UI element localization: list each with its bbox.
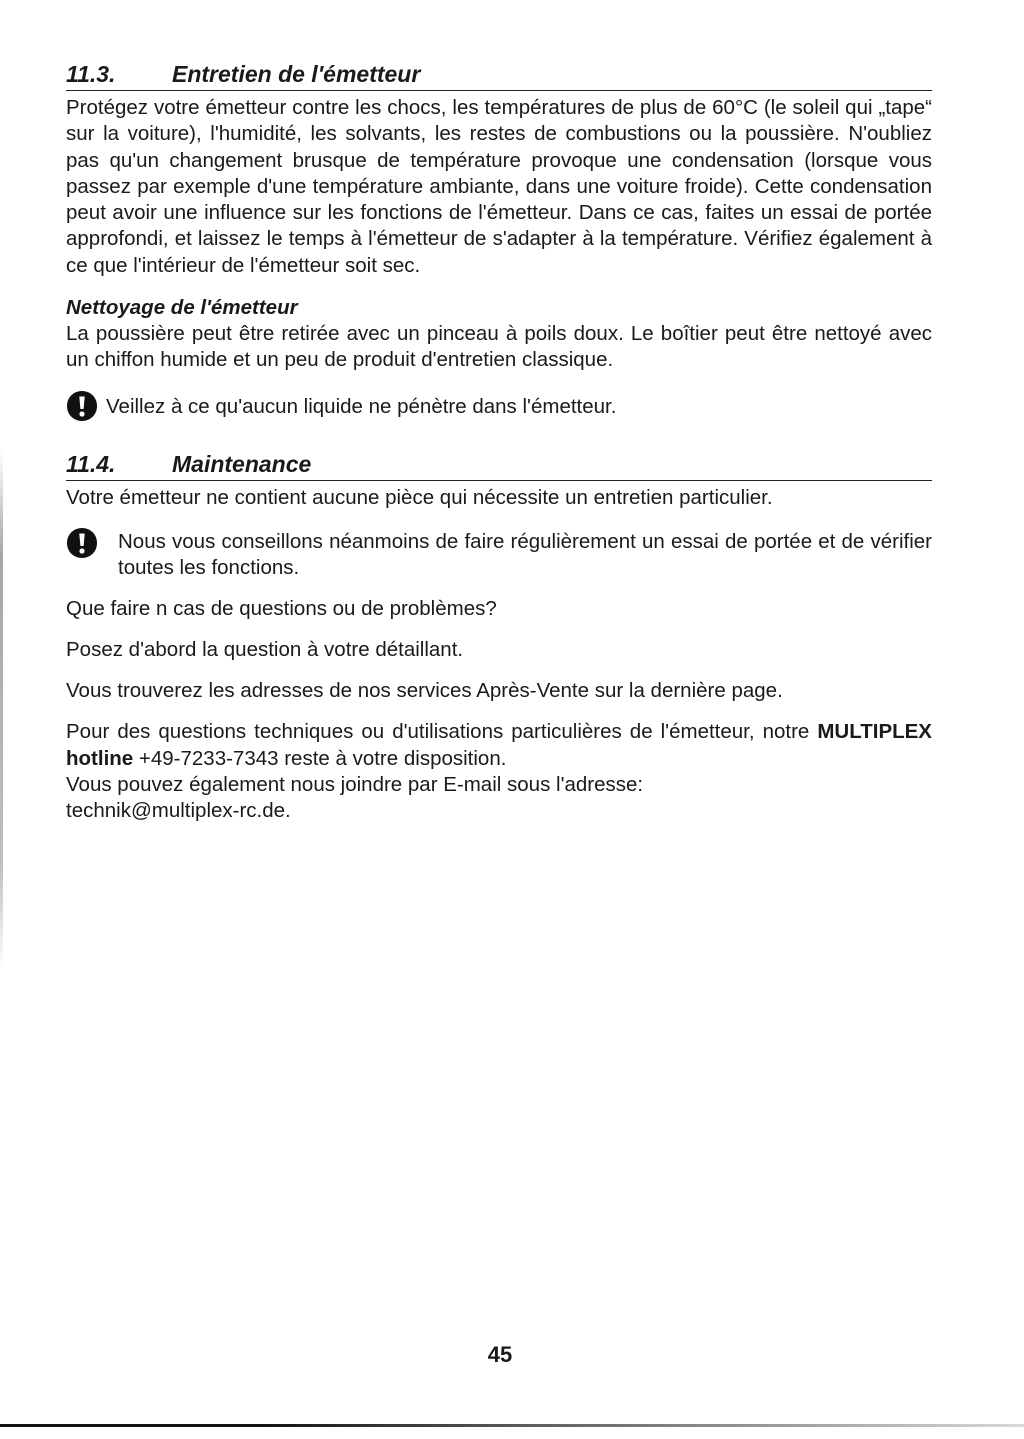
document-page <box>66 60 932 825</box>
warning-icon <box>66 390 98 422</box>
warning-icon <box>66 527 98 559</box>
email-address: technik@multiplex-rc.de. <box>66 799 291 823</box>
hotline-intro-text: Pour des questions techniques ou d'utilisations particulières de l'émetteur, notre <box>66 720 810 744</box>
section-heading-11-4 <box>66 450 932 481</box>
questions-line: Que faire n cas de questions ou de problèmes? <box>66 596 497 620</box>
page-number: 45 <box>487 1342 513 1367</box>
cleaning-paragraph: La poussière peut être retirée avec un pinceau à poils doux. Le boîtier peut être nettoyé avec un chiffon humide et un peu de produit d'entretien classique. <box>66 322 932 372</box>
section-title: Maintenance <box>172 450 312 477</box>
hotline-number-text: +49-7233-7343 reste à votre disposition. <box>138 746 507 770</box>
scan-edge-shadow <box>0 450 3 970</box>
maintenance-intro: Votre émetteur ne contient aucune pièce qui nécessite un entretien particulier. <box>66 485 773 509</box>
hotline-label: MULTIPLEX hotline <box>66 720 932 770</box>
liquid-warning-text: Veillez à ce qu'aucun liquide ne pénètre dans l'émetteur. <box>106 394 617 418</box>
range-test-warning-text: Nous vous conseillons néanmoins de faire régulièrement un essai de portée et de vérifier toutes les fonctions. <box>118 529 932 580</box>
hotline-paragraph <box>66 719 932 772</box>
email-intro-line: Vous pouvez également nous joindre par E-mail sous l'adresse: <box>66 773 644 797</box>
section-number: 11.3. <box>66 61 116 87</box>
cleaning-subheading: Nettoyage de l'émetteur <box>66 296 298 320</box>
section-number: 11.4. <box>66 450 116 477</box>
section-title: Entretien de l'émetteur <box>172 61 421 87</box>
range-test-warning-note <box>66 529 932 582</box>
service-addresses-line: Vous trouverez les adresses de nos services Après-Vente sur la dernière page. <box>66 679 783 703</box>
section-heading-11-3 <box>66 60 932 91</box>
bottom-rule <box>0 1424 1024 1427</box>
dealer-advice-line: Posez d'abord la question à votre détaillant. <box>66 637 464 661</box>
liquid-warning-note <box>66 394 932 422</box>
care-paragraph: Protégez votre émetteur contre les chocs, les températures de plus de 60°C (le soleil qui „tape“ sur la voiture), l'humidité, les solvants, les restes de combustions ou la poussière. N'oubliez pas qu'un changement brusque de température provoque une condensation (lorsque vous passez par exemple d'une température ambiante, dans une voiture froide). Cette condensation peut avoir une influence sur les fonctions de l'émetteur. Dans ce cas, faites un essai de portée approfondi, et laissez le temps à l'émetteur de s'adapter à la température. Vérifiez également à ce que l'intérieur de l'émetteur soit sec. <box>66 96 932 277</box>
